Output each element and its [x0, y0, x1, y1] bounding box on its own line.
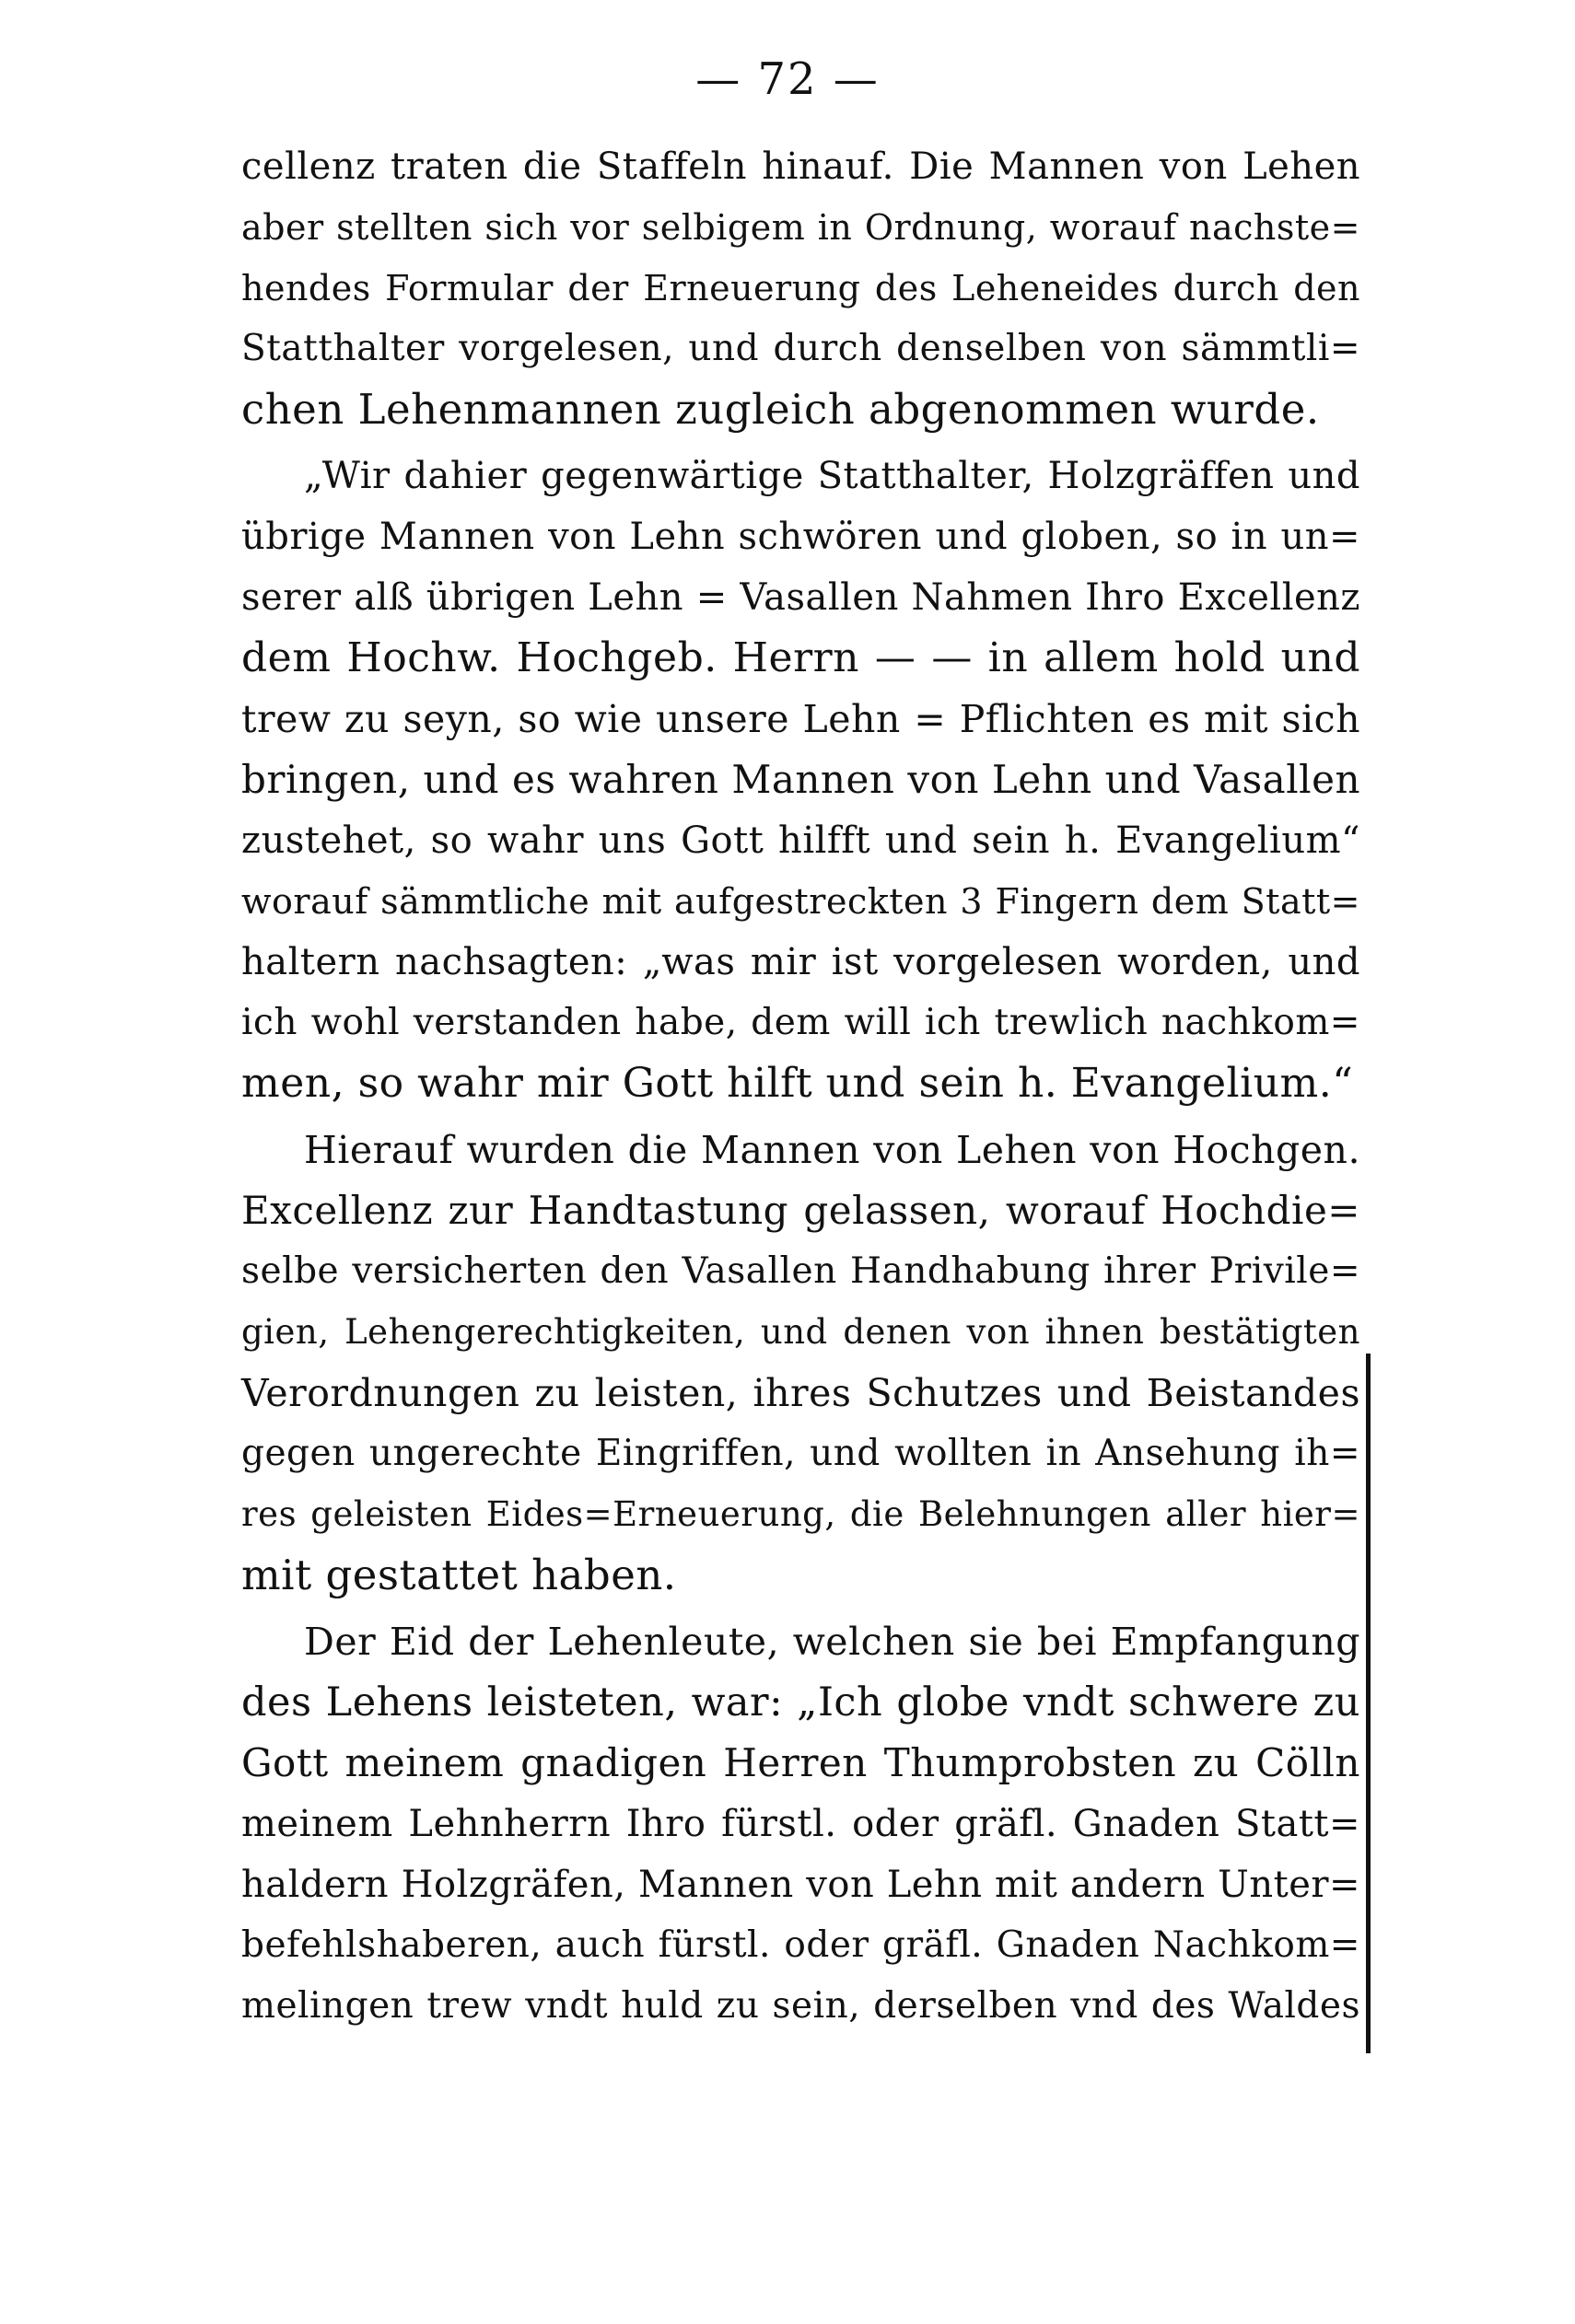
text-line: gegen ungerechte Eingriffen, und wollten in Ansehung ih=	[241, 1433, 1360, 1474]
text-line: Statthalter vorgelesen, und durch denselben von sämmtli=	[241, 328, 1360, 369]
text-line: dem Hochw. Hochgeb. Herrn — — in allem hold und	[241, 634, 1360, 681]
text-line: melingen trew vndt huld zu sein, derselben vnd des Waldes	[241, 1985, 1360, 2027]
paragraph	[241, 136, 1360, 440]
text-line: befehlshaberen, auch fürstl. oder gräfl. Gnaden Nachkom=	[241, 1924, 1360, 1966]
text-line: haltern nachsagten: „was mir ist vorgelesen worden, und	[241, 941, 1360, 983]
paragraph	[241, 1611, 1360, 2037]
text-line: Verordnungen zu leisten, ihres Schutzes und Beistandes	[241, 1371, 1360, 1415]
text-line: men, so wahr mir Gott hilft und sein h. Evangelium.“	[241, 1060, 1354, 1107]
text-line: Gott meinem gnadigen Herren Thumprobsten zu Cölln	[241, 1740, 1360, 1785]
binding-edge-line	[1366, 1354, 1371, 2053]
text-line: Der Eid der Lehenleute, welchen sie bei Empfangung	[304, 1620, 1360, 1664]
paragraph	[241, 1120, 1360, 1606]
text-line: ich wohl verstanden habe, dem will ich trewlich nachkom=	[241, 1002, 1360, 1043]
text-line: meinem Lehnherrn Ihro fürstl. oder gräfl. Gnaden Statt=	[241, 1803, 1360, 1845]
text-line: worauf sämmtliche mit aufgestreckten 3 Fingern dem Statt=	[241, 881, 1360, 922]
text-line: cellenz traten die Staffeln hinauf. Die Mannen von Lehen	[241, 145, 1360, 188]
text-line: chen Lehenmannen zugleich abgenommen wurde.	[241, 385, 1320, 434]
text-line: Hierauf wurden die Mannen von Lehen von Hochgen.	[304, 1128, 1360, 1172]
text-line: Excellenz zur Handtastung gelassen, worauf Hochdie=	[241, 1188, 1360, 1233]
text-line: haldern Holzgräfen, Mannen von Lehn mit andern Unter=	[241, 1864, 1360, 1906]
text-line: mit gestattet haben.	[241, 1551, 677, 1599]
text-line: „Wir dahier gegenwärtige Statthalter, Holzgräffen und	[304, 455, 1360, 497]
page-number: — 72 —	[695, 53, 880, 105]
text-line: res geleisten Eides=Erneuerung, die Belehnungen aller hier=	[241, 1494, 1360, 1534]
text-line: hendes Formular der Erneuerung des Leheneides durch den	[241, 268, 1360, 308]
paragraph	[241, 446, 1360, 1114]
text-line: aber stellten sich vor selbigem in Ordnung, worauf nachste=	[241, 207, 1360, 248]
body-text	[241, 136, 1360, 2037]
text-line: zustehet, so wahr uns Gott hilfft und sein h. Evangelium“	[241, 819, 1360, 862]
text-line: serer alß übrigen Lehn = Vasallen Nahmen Ihro Excellenz	[241, 576, 1360, 619]
text-line: bringen, und es wahren Mannen von Lehn und Vasallen	[241, 757, 1360, 802]
text-line: übrige Mannen von Lehn schwören und globen, so in un=	[241, 516, 1360, 558]
text-line: des Lehens leisteten, war: „Ich globe vndt schwere zu	[241, 1679, 1360, 1726]
text-line: trew zu seyn, so wie unsere Lehn = Pflichten es mit sich	[241, 697, 1360, 741]
text-line: selbe versicherten den Vasallen Handhabung ihrer Privile=	[241, 1250, 1360, 1292]
text-line: gien, Lehengerechtigkeiten, und denen von ihnen bestätigten	[241, 1312, 1360, 1352]
